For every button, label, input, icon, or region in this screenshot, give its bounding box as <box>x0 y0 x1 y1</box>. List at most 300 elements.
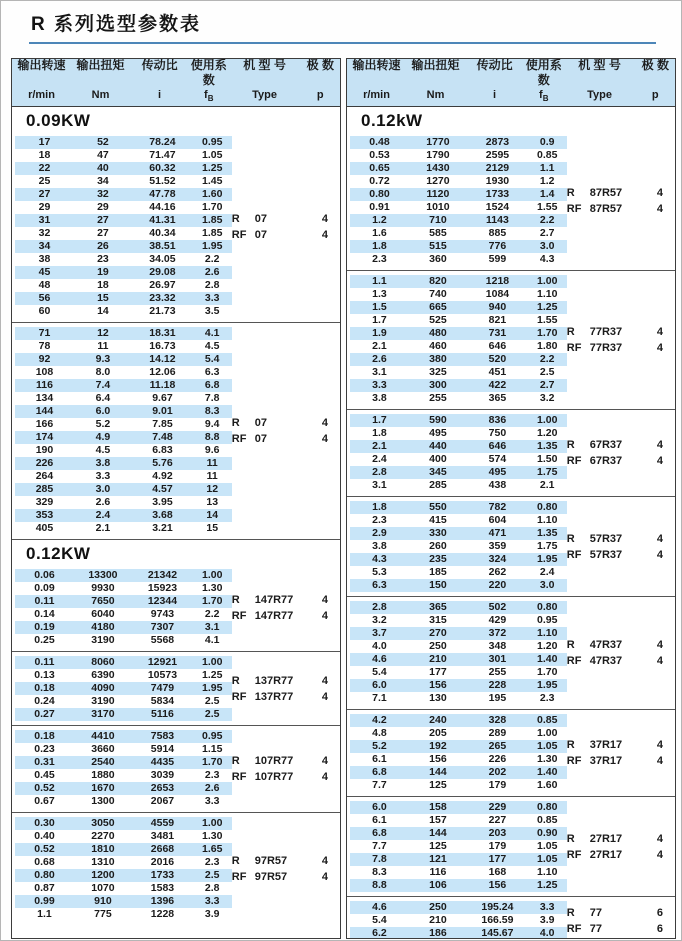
type-model: 147R77 <box>254 594 294 606</box>
cell-output-speed: 3.7 <box>372 627 387 639</box>
cell-ratio: 359 <box>488 540 507 552</box>
header-type: 机 型 号 <box>243 58 286 73</box>
cell-ratio: 34.05 <box>149 253 176 265</box>
table-row <box>15 240 231 253</box>
unit-nm: Nm <box>91 89 110 102</box>
table-row <box>15 782 231 795</box>
gearmotor-block <box>347 409 675 496</box>
type-line <box>567 201 663 217</box>
table-row <box>350 314 566 327</box>
cell-service-factor: 2.2 <box>204 608 220 620</box>
type-model: 107R77 <box>254 755 294 767</box>
cell-service-factor: 1.00 <box>537 414 558 426</box>
type-line <box>567 753 663 769</box>
table-row <box>15 392 231 405</box>
cell-output-speed: 0.09 <box>34 582 55 594</box>
gearmotor-block <box>12 812 340 925</box>
cell-output-torque: 4.5 <box>95 444 111 456</box>
cell-output-speed: 5.4 <box>372 666 387 678</box>
cell-service-factor: 2.6 <box>204 782 220 794</box>
poles-value: 6 <box>656 906 663 919</box>
cell-service-factor: 1.40 <box>537 653 558 665</box>
cell-output-speed: 0.87 <box>34 882 55 894</box>
table-row <box>15 149 231 162</box>
table-row <box>15 769 231 782</box>
block-rows <box>15 136 231 318</box>
cell-ratio: 3039 <box>150 769 175 781</box>
type-line <box>567 653 663 669</box>
header-output-torque: 输出扭矩 <box>76 58 125 73</box>
unit-type: Type <box>252 89 277 102</box>
cell-output-torque: 820 <box>429 275 447 287</box>
cell-service-factor: 0.9 <box>539 136 555 148</box>
cell-output-torque: 6390 <box>91 669 115 681</box>
cell-service-factor: 4.3 <box>539 253 555 265</box>
cell-service-factor: 1.75 <box>537 540 558 552</box>
cell-ratio: 195.24 <box>481 901 514 913</box>
cell-ratio: 6.83 <box>152 444 173 456</box>
cell-output-speed: 0.31 <box>34 756 55 768</box>
cell-output-torque: 205 <box>429 727 447 739</box>
cell-service-factor: 1.00 <box>537 727 558 739</box>
table-row <box>350 514 566 527</box>
cell-service-factor: 1.20 <box>537 640 558 652</box>
type-model: 27R17 <box>589 848 623 861</box>
unit-rpm: r/min <box>363 89 390 102</box>
table-row <box>350 479 566 492</box>
cell-output-speed: 0.80 <box>369 188 390 200</box>
cell-ratio: 2016 <box>150 856 175 868</box>
table-row <box>15 682 231 695</box>
type-prefix: RF <box>231 610 247 622</box>
cell-output-torque: 710 <box>429 214 447 226</box>
header-output-speed: 输出转速 <box>352 58 401 73</box>
poles-value: 4 <box>656 203 663 215</box>
cell-service-factor: 4.1 <box>204 634 220 646</box>
cell-output-torque: 250 <box>429 640 447 652</box>
cell-ratio: 422 <box>488 379 507 391</box>
cell-output-torque: 6.0 <box>95 405 111 417</box>
unit-rpm: r/min <box>28 89 55 102</box>
cell-output-torque: 1670 <box>91 782 115 794</box>
table-row <box>350 553 566 566</box>
cell-output-speed: 3.8 <box>372 540 387 552</box>
type-model: 77R37 <box>589 326 623 338</box>
cell-output-speed: 405 <box>35 522 54 534</box>
cell-output-torque: 156 <box>429 679 447 691</box>
cell-service-factor: 3.3 <box>539 901 555 913</box>
cell-service-factor: 1.70 <box>537 666 558 678</box>
gearmotor-block <box>12 651 340 725</box>
cell-output-speed: 1.7 <box>372 414 387 426</box>
cell-output-speed: 1.1 <box>372 275 387 287</box>
cell-output-torque: 23 <box>97 253 109 265</box>
cell-output-torque: 525 <box>429 314 447 326</box>
cell-ratio: 40.34 <box>149 227 176 239</box>
cell-output-speed: 8.8 <box>372 879 387 891</box>
cell-output-speed: 2.3 <box>372 514 387 526</box>
cell-output-speed: 0.18 <box>34 682 55 694</box>
poles-value: 4 <box>321 674 328 687</box>
poles-value: 4 <box>321 755 328 767</box>
cell-output-speed: 6.1 <box>372 814 387 826</box>
header-ratio: 传动比 <box>476 58 513 73</box>
block-rows <box>350 501 566 592</box>
type-prefix: R <box>566 832 575 845</box>
type-line <box>232 211 328 227</box>
type-model: 67R37 <box>589 455 623 467</box>
table-row <box>350 679 566 692</box>
table-row <box>15 405 231 418</box>
cell-ratio: 731 <box>488 327 507 339</box>
poles-value: 4 <box>656 548 663 561</box>
cell-output-speed: 6.2 <box>372 927 387 939</box>
table-row <box>15 327 231 340</box>
cell-ratio: 179 <box>488 840 507 852</box>
cell-ratio: 14.12 <box>149 353 176 365</box>
cell-ratio: 262 <box>488 566 507 578</box>
cell-ratio: 51.52 <box>149 175 176 187</box>
cell-output-speed: 1.3 <box>372 288 387 300</box>
cell-ratio: 940 <box>488 301 507 313</box>
cell-output-torque: 6.4 <box>95 392 111 404</box>
table-row <box>350 653 566 666</box>
cell-output-speed: 0.11 <box>34 595 55 607</box>
cell-output-torque: 2270 <box>91 830 115 842</box>
cell-ratio: 1733 <box>150 869 175 881</box>
cell-ratio: 12921 <box>147 656 178 668</box>
cell-output-speed: 6.1 <box>372 753 387 765</box>
type-line <box>567 185 663 201</box>
cell-ratio: 438 <box>488 479 507 491</box>
table-row <box>350 692 566 705</box>
cell-service-factor: 0.85 <box>537 714 558 726</box>
cell-ratio: 1733 <box>485 188 510 200</box>
cell-output-torque: 186 <box>429 927 447 939</box>
table-row <box>350 527 566 540</box>
cell-output-speed: 3.8 <box>372 392 387 404</box>
cell-ratio: 2595 <box>485 149 510 161</box>
cell-output-torque: 106 <box>429 879 447 891</box>
cell-output-speed: 3.1 <box>372 366 387 378</box>
table-row <box>350 614 566 627</box>
cell-output-torque: 15 <box>97 292 109 304</box>
cell-output-speed: 25 <box>38 175 51 187</box>
poles-value: 4 <box>321 594 328 606</box>
table-row <box>350 414 566 427</box>
cell-ratio: 2067 <box>150 795 175 807</box>
cell-service-factor: 1.95 <box>537 679 558 691</box>
cell-output-speed: 0.14 <box>34 608 55 620</box>
cell-ratio: 836 <box>488 414 507 426</box>
cell-output-torque: 8.0 <box>95 366 111 378</box>
cell-output-torque: 34 <box>97 175 109 187</box>
cell-ratio: 179 <box>488 779 507 791</box>
poles-value: 4 <box>656 832 663 845</box>
cell-service-factor: 1.1 <box>539 162 555 174</box>
cell-ratio: 1143 <box>486 214 509 226</box>
cell-ratio: 7583 <box>150 730 175 742</box>
cell-service-factor: 1.30 <box>202 830 223 842</box>
table-row <box>15 522 231 535</box>
cell-ratio: 776 <box>488 240 507 252</box>
unit-fb: $f_B$ <box>204 89 214 104</box>
type-prefix: R <box>566 187 575 199</box>
type-poles-column <box>232 753 328 785</box>
gearmotor-block <box>347 796 675 896</box>
cell-output-speed: 5.2 <box>372 740 387 752</box>
cell-output-speed: 0.19 <box>34 621 55 633</box>
table-row <box>350 136 566 149</box>
cell-ratio: 2653 <box>150 782 175 794</box>
cell-output-speed: 4.6 <box>372 653 387 665</box>
cell-output-torque: 2540 <box>91 756 115 768</box>
cell-ratio: 5914 <box>150 743 175 755</box>
cell-ratio: 7.85 <box>152 418 173 430</box>
section-power-label: 0.09KW <box>26 111 91 130</box>
gearmotor-block <box>12 132 340 322</box>
cell-output-torque: 29 <box>97 201 109 213</box>
cell-output-torque: 8060 <box>91 656 115 668</box>
cell-output-torque: 2.6 <box>95 496 111 508</box>
cell-service-factor: 3.0 <box>539 240 555 252</box>
poles-value: 4 <box>321 690 328 703</box>
cell-ratio: 29.08 <box>149 266 176 278</box>
cell-output-speed: 0.30 <box>34 817 55 829</box>
table-row <box>15 656 231 669</box>
cell-service-factor: 1.10 <box>537 866 558 878</box>
cell-output-torque: 360 <box>429 253 447 265</box>
type-model: 137R77 <box>254 690 294 703</box>
type-poles-column <box>567 324 663 356</box>
cell-output-torque: 3.0 <box>95 483 111 495</box>
cell-output-torque: 270 <box>429 627 447 639</box>
table-row <box>350 440 566 453</box>
table-row <box>350 466 566 479</box>
cell-output-torque: 7.4 <box>95 379 111 391</box>
cell-output-speed: 0.11 <box>34 656 55 668</box>
block-rows <box>15 817 231 921</box>
cell-ratio: 226 <box>488 753 507 765</box>
table-row <box>15 305 231 318</box>
cell-ratio: 41.31 <box>149 214 176 226</box>
cell-service-factor: 14 <box>206 509 219 521</box>
cell-output-speed: 3.3 <box>372 379 387 391</box>
cell-output-speed: 45 <box>38 266 51 278</box>
type-line <box>232 673 328 689</box>
cell-output-torque: 380 <box>429 353 447 365</box>
cell-output-torque: 144 <box>429 766 447 778</box>
table-row <box>350 353 566 366</box>
cell-ratio: 646 <box>488 340 507 352</box>
block-rows <box>15 569 231 647</box>
cell-output-torque: 3660 <box>91 743 115 755</box>
cell-ratio: 145.67 <box>481 927 514 939</box>
cell-service-factor: 1.35 <box>537 527 558 539</box>
cell-ratio: 1583 <box>150 882 175 894</box>
cell-output-torque: 3190 <box>91 695 115 707</box>
table-row <box>350 627 566 640</box>
cell-ratio: 195 <box>488 692 507 704</box>
type-prefix: R <box>231 594 240 606</box>
cell-output-torque: 2.1 <box>95 522 111 534</box>
gearmotor-block <box>347 496 675 596</box>
cell-output-speed: 4.2 <box>372 714 387 726</box>
cell-output-speed: 56 <box>38 292 51 304</box>
type-line <box>232 753 328 769</box>
table-row <box>15 756 231 769</box>
cell-output-speed: 6.0 <box>372 679 387 691</box>
cell-output-torque: 130 <box>429 692 447 704</box>
table-row <box>350 162 566 175</box>
cell-output-speed: 3.2 <box>372 614 387 626</box>
cell-output-torque: 14 <box>97 305 109 317</box>
poles-value: 4 <box>656 439 663 451</box>
table-body-left <box>12 107 340 925</box>
cell-output-torque: 125 <box>429 840 447 852</box>
type-prefix: RF <box>566 548 582 561</box>
table-row <box>15 908 231 921</box>
cell-output-torque: 4.9 <box>95 431 111 443</box>
cell-output-speed: 7.8 <box>372 853 387 865</box>
cell-output-speed: 4.0 <box>372 640 387 652</box>
type-model: 47R37 <box>589 639 623 651</box>
type-model: 37R17 <box>589 755 623 767</box>
cell-output-torque: 11 <box>97 340 109 352</box>
type-model: 07 <box>254 433 267 445</box>
cell-output-torque: 1200 <box>91 869 115 881</box>
cell-output-torque: 910 <box>94 895 112 907</box>
table-row <box>15 188 231 201</box>
table-header <box>12 59 340 107</box>
cell-output-speed: 17 <box>38 136 51 148</box>
cell-ratio: 7.48 <box>152 431 173 443</box>
cell-service-factor: 2.8 <box>204 279 220 291</box>
table-row <box>350 540 566 553</box>
cell-output-speed: 329 <box>35 496 54 508</box>
table-row <box>15 227 231 240</box>
power-section <box>12 107 340 539</box>
type-prefix: RF <box>231 771 247 783</box>
cell-service-factor: 1.75 <box>537 466 558 478</box>
poles-value: 6 <box>656 922 663 935</box>
table-row <box>350 879 566 892</box>
cell-ratio: 156 <box>488 879 507 891</box>
table-row <box>350 327 566 340</box>
cell-service-factor: 3.3 <box>204 895 220 907</box>
type-model: 77 <box>589 922 602 935</box>
block-rows <box>350 136 566 266</box>
table-row <box>15 266 231 279</box>
cell-ratio: 12.06 <box>149 366 176 378</box>
cell-output-speed: 264 <box>35 470 54 482</box>
type-model: 87R57 <box>589 187 623 199</box>
table-header <box>347 59 675 107</box>
cell-service-factor: 1.85 <box>202 227 223 239</box>
unit-i: i <box>158 89 162 102</box>
cell-ratio: 2668 <box>150 843 175 855</box>
gearmotor-block <box>12 322 340 539</box>
cell-output-torque: 12 <box>97 327 109 339</box>
unit-p: p <box>316 89 324 102</box>
type-prefix: RF <box>566 922 582 935</box>
type-model: 27R17 <box>589 832 623 845</box>
type-prefix: R <box>566 639 575 651</box>
cell-ratio: 15923 <box>147 582 178 594</box>
cell-output-torque: 260 <box>429 540 447 552</box>
cell-output-torque: 495 <box>429 427 447 439</box>
cell-service-factor: 2.3 <box>204 856 220 868</box>
table-row <box>350 392 566 405</box>
table-row <box>350 301 566 314</box>
cell-output-speed: 0.48 <box>369 136 390 148</box>
cell-ratio: 26.97 <box>149 279 176 291</box>
type-line <box>567 831 663 847</box>
cell-output-speed: 5.3 <box>372 566 387 578</box>
cell-service-factor: 3.5 <box>204 305 220 317</box>
cell-output-speed: 1.7 <box>372 314 387 326</box>
cell-service-factor: 1.25 <box>537 879 558 891</box>
cell-output-torque: 235 <box>429 553 447 565</box>
cell-ratio: 328 <box>488 714 507 726</box>
cell-service-factor: 1.65 <box>202 843 223 855</box>
table-row <box>15 669 231 682</box>
block-rows <box>350 801 566 892</box>
table-row <box>350 149 566 162</box>
cell-output-torque: 185 <box>429 566 447 578</box>
gearmotor-block <box>12 565 340 651</box>
type-line <box>232 592 328 608</box>
type-model: 37R17 <box>589 739 623 751</box>
cell-service-factor: 6.8 <box>204 379 220 391</box>
cell-output-torque: 125 <box>429 779 447 791</box>
table-row <box>350 866 566 879</box>
cell-output-speed: 0.52 <box>34 782 55 794</box>
header-output-torque: 输出扭矩 <box>411 58 460 73</box>
cell-ratio: 60.32 <box>149 162 176 174</box>
cell-output-torque: 157 <box>429 814 447 826</box>
cell-output-torque: 156 <box>429 753 447 765</box>
cell-service-factor: 1.85 <box>202 214 223 226</box>
cell-service-factor: 1.00 <box>202 817 223 829</box>
cell-service-factor: 1.2 <box>539 175 555 187</box>
parameter-table-right <box>346 58 676 939</box>
type-line <box>232 227 328 243</box>
poles-value: 4 <box>656 639 663 651</box>
type-line <box>567 324 663 340</box>
cell-service-factor: 9.4 <box>204 418 220 430</box>
cell-ratio: 2129 <box>485 162 510 174</box>
cell-ratio: 3481 <box>150 830 175 842</box>
cell-output-torque: 26 <box>97 240 109 252</box>
table-body-right <box>347 107 675 939</box>
cell-output-speed: 0.45 <box>34 769 55 781</box>
cell-ratio: 365 <box>488 392 507 404</box>
table-row <box>15 201 231 214</box>
cell-output-speed: 29 <box>38 201 51 213</box>
cell-ratio: 177 <box>488 853 507 865</box>
cell-output-speed: 38 <box>38 253 51 265</box>
unit-fb: $f_B$ <box>539 89 549 104</box>
cell-service-factor: 0.80 <box>537 601 558 613</box>
page-title: R 系列选型参数表 <box>31 14 202 35</box>
cell-ratio: 3.95 <box>152 496 173 508</box>
cell-output-torque: 3050 <box>91 817 115 829</box>
cell-service-factor: 2.1 <box>539 479 555 491</box>
cell-ratio: 599 <box>488 253 507 265</box>
cell-service-factor: 1.4 <box>539 188 555 200</box>
cell-output-speed: 31 <box>38 214 51 226</box>
